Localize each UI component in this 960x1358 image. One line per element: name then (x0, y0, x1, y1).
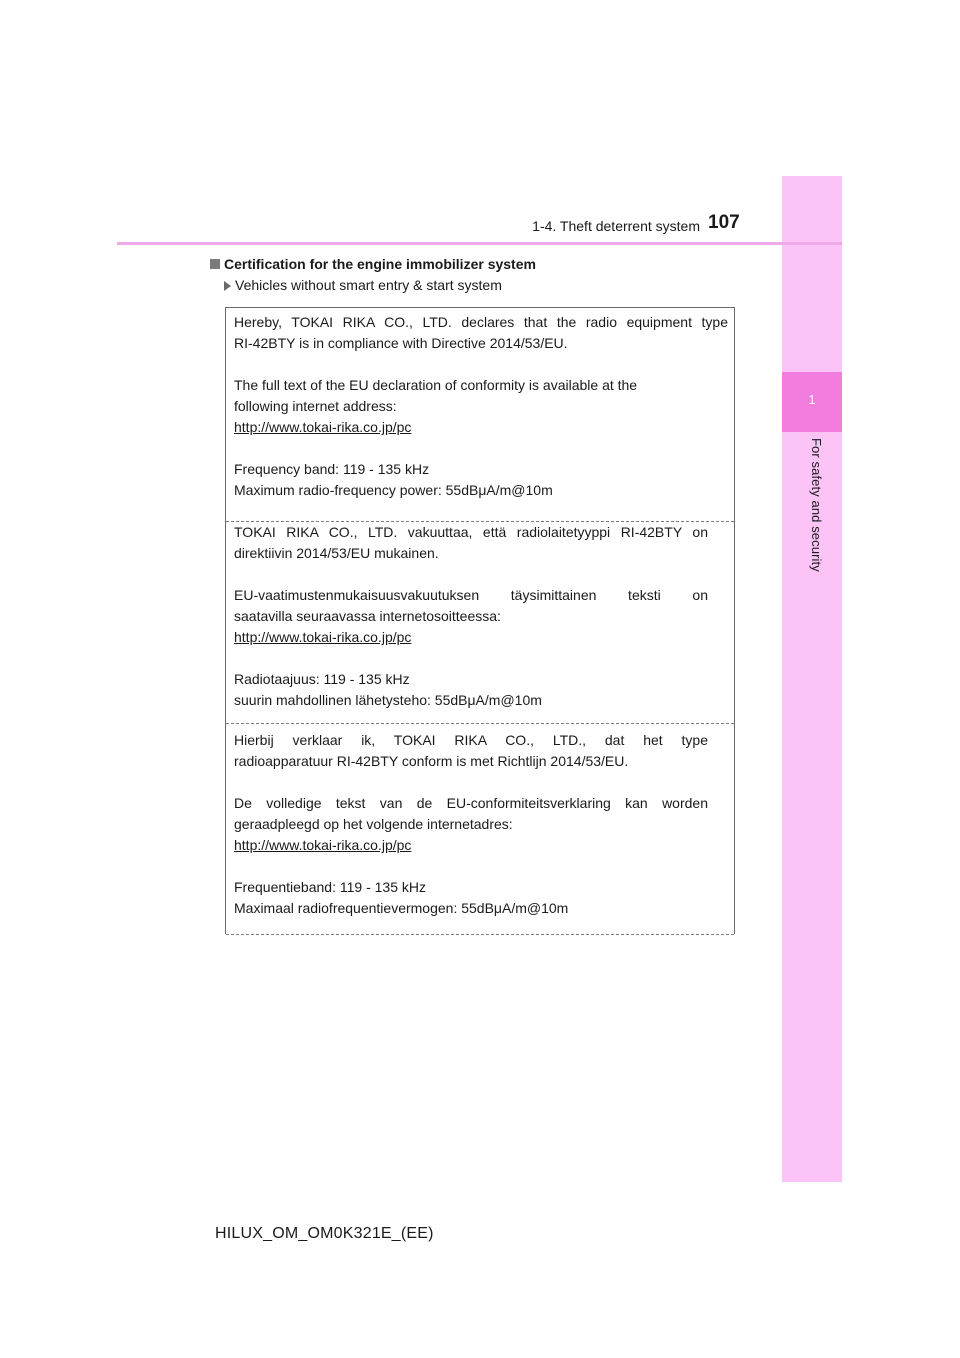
cert-line: Frequentieband: 119 - 135 kHz (234, 879, 426, 895)
cert-section-english (226, 308, 734, 522)
cert-line: saatavilla seuraavassa internetosoitteessa: (234, 608, 501, 624)
cert-line: geraadpleegd op het volgende internetadres: (234, 816, 513, 832)
section-heading-text: Certification for the engine immobilizer system (224, 256, 536, 272)
cert-line: Radiotaajuus: 119 - 135 kHz (234, 671, 410, 687)
cert-line: RI-42BTY is in compliance with Directive 2014/53/EU. (234, 335, 568, 351)
cert-section-dutch (226, 724, 734, 935)
cert-line: direktiivin 2014/53/EU mukainen. (234, 545, 439, 561)
chapter-title-vertical: For safety and security (809, 438, 824, 572)
cert-section-finnish (226, 522, 734, 724)
certificate-link[interactable]: http://www.tokai-rika.co.jp/pc (234, 629, 412, 645)
triangle-bullet-icon (224, 281, 231, 291)
cert-line: Hereby, TOKAI RIKA CO., LTD. declares that the radio equipment type (234, 314, 728, 330)
certificate-link[interactable]: http://www.tokai-rika.co.jp/pc (234, 837, 412, 853)
certification-box (225, 307, 735, 934)
cert-line: suurin mahdollinen lähetysteho: 55dBμA/m@10m (234, 692, 542, 708)
subheading (224, 277, 502, 293)
section-title: 1-4. Theft deterrent system (532, 218, 700, 234)
chapter-side-tab (782, 176, 842, 1182)
cert-line: De volledige tekst van de EU-conformiteitsverklaring kan worden (234, 795, 708, 811)
cert-line: Maximum radio-frequency power: 55dBμA/m@10m (234, 482, 553, 498)
cert-line: radioapparatuur RI-42BTY conform is met Richtlijn 2014/53/EU. (234, 753, 629, 769)
header-rule (117, 242, 842, 245)
cert-line: EU-vaatimustenmukaisuusvakuutuksen täysimittainen teksti on (234, 587, 708, 603)
chapter-number-badge: 1 (782, 372, 842, 432)
subheading-text: Vehicles without smart entry & start system (235, 277, 502, 293)
cert-line: Maximaal radiofrequentievermogen: 55dBμA/m@10m (234, 900, 569, 916)
document-code: HILUX_OM_OM0K321E_(EE) (215, 1225, 434, 1242)
certificate-link[interactable]: http://www.tokai-rika.co.jp/pc (234, 419, 412, 435)
page-number: 107 (708, 212, 740, 233)
cert-line: TOKAI RIKA CO., LTD. vakuuttaa, että radiolaitetyyppi RI-42BTY on (234, 524, 708, 540)
cert-line: Frequency band: 119 - 135 kHz (234, 461, 430, 477)
section-heading (210, 256, 536, 272)
cert-line: following internet address: (234, 398, 397, 414)
square-bullet-icon (210, 259, 220, 269)
cert-line: The full text of the EU declaration of conformity is available at the (234, 377, 638, 393)
cert-line: Hierbij verklaar ik, TOKAI RIKA CO., LTD., dat het type (234, 732, 708, 748)
